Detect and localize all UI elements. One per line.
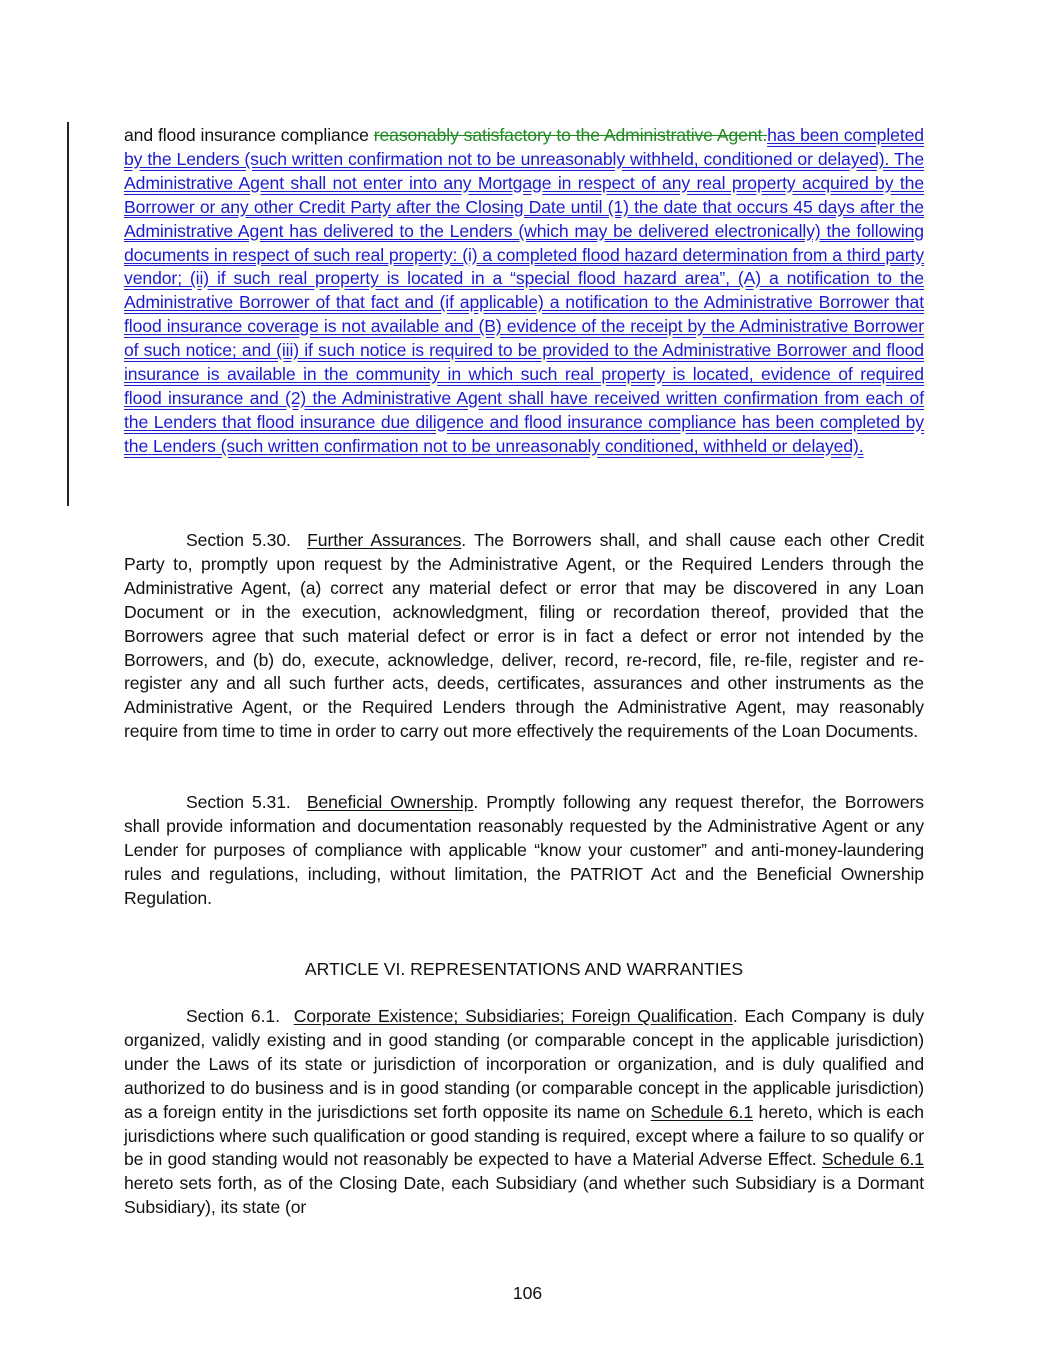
section-6-1-paragraph [124, 1005, 924, 1220]
section-5-30-number: Section 5.30. [186, 530, 291, 550]
section-5-30-paragraph [124, 529, 924, 744]
section-5-31-title: Beneficial Ownership [306, 792, 474, 812]
section-5-30-title: Further Assurances [307, 530, 462, 550]
section-6-1-title: Corporate Existence; Subsidiaries; Foreign Qualification [293, 1006, 733, 1026]
section-6-1-text-a: . Each Company is duly organized, validly existing and in good standing (or comparable concept in the applicable jurisdiction) under the Laws of its state or jurisdiction of incorporation or organization, and is duly qualified and authorized to do business and is in good standing (or comparable concept in the applicable jurisdiction) as a foreign entity in the jurisdictions set forth opposite its name on [124, 1006, 924, 1122]
section-6-1-number: Section 6.1. [186, 1006, 280, 1026]
section-5-31-number: Section 5.31. [186, 792, 291, 812]
section-5-31-paragraph [124, 791, 924, 911]
paragraph-lead-text: and flood insurance compliance [124, 125, 374, 145]
article-heading: ARTICLE VI. REPRESENTATIONS AND WARRANTIES [304, 959, 744, 979]
revision-change-bar [67, 122, 69, 506]
section-5-31-text: . Promptly following any request therefor, the Borrowers shall provide information and documentation reasonably requested by the Administrative Agent or any Lender for purposes of compliance with applicable “know your customer” and anti-money-laundering rules and regulations, including, without limitation, the PATRIOT Act and the Beneficial Ownership Regulation. [124, 792, 924, 908]
inserted-text: has been completed by the Lenders (such written confirmation not to be unreasonably withheld, conditioned or delayed). The Administrative Agent shall not enter into any Mortgage in respect of any real property acquired by the Borrower or any other Credit Party after the Closing Date until (1) the date that occurs 45 days after the Administrative Agent has delivered to the Lenders (which may be delivered electronically) the following documents in respect of such real property: (i) a completed flood hazard determination from a third party vendor; (ii) if such real property is located in a “special flood hazard area”, (A) a notification to the Administrative Borrower of that fact and (if applicable) a notification to the Administrative Borrower that flood insurance coverage is not available and (B) evidence of the receipt by the Administrative Borrower of such notice; and (iii) if such notice is required to be provided to the Administrative Borrower and flood insurance is available in the community in which such real property is located, evidence of required flood insurance and (2) the Administrative Agent shall have received written confirmation from each of the Lenders that flood insurance due diligence and flood insurance compliance has been completed by the Lenders (such written confirmation not to be unreasonably conditioned, withheld or delayed). [124, 125, 924, 456]
section-6-1-text-c: hereto sets forth, as of the Closing Date, each Subsidiary (and whether such Subsidiary is a Dormant Subsidiary), its state (or [124, 1173, 924, 1218]
section-5-30-text: . The Borrowers shall, and shall cause each other Credit Party to, promptly upon request by the Administrative Agent, or the Required Lenders through the Administrative Agent, (a) correct any material defect or error that may be discovered in any Loan Document or in the execution, acknowledgment, filing or recordation thereof, provided that the Borrowers agree that such material defect or error is in fact a defect or error not intended by the Borrowers, and (b) do, execute, acknowledge, deliver, record, re-record, file, re-file, register and re-register any and all such further acts, deeds, certificates, assurances and other instruments as the Administrative Agent, or the Required Lenders through the Administrative Agent, may reasonably require from time to time in order to carry out more effectively the requirements of the Loan Documents. [124, 530, 924, 742]
deleted-text: reasonably satisfactory to the Administrative Agent. [373, 125, 768, 145]
schedule-6-1-reference-second: Schedule 6.1 [821, 1149, 924, 1170]
paragraph-flood-insurance [124, 124, 924, 459]
page-number: 106 [512, 1283, 543, 1303]
schedule-6-1-reference: Schedule 6.1 [650, 1101, 754, 1122]
section-6-1-text-b: hereto, which is each jurisdictions where such qualification or good standing is required, except where a failure to so qualify or be in good standing would not reasonably be expected to have a Material Adverse Effect. [124, 1101, 924, 1170]
